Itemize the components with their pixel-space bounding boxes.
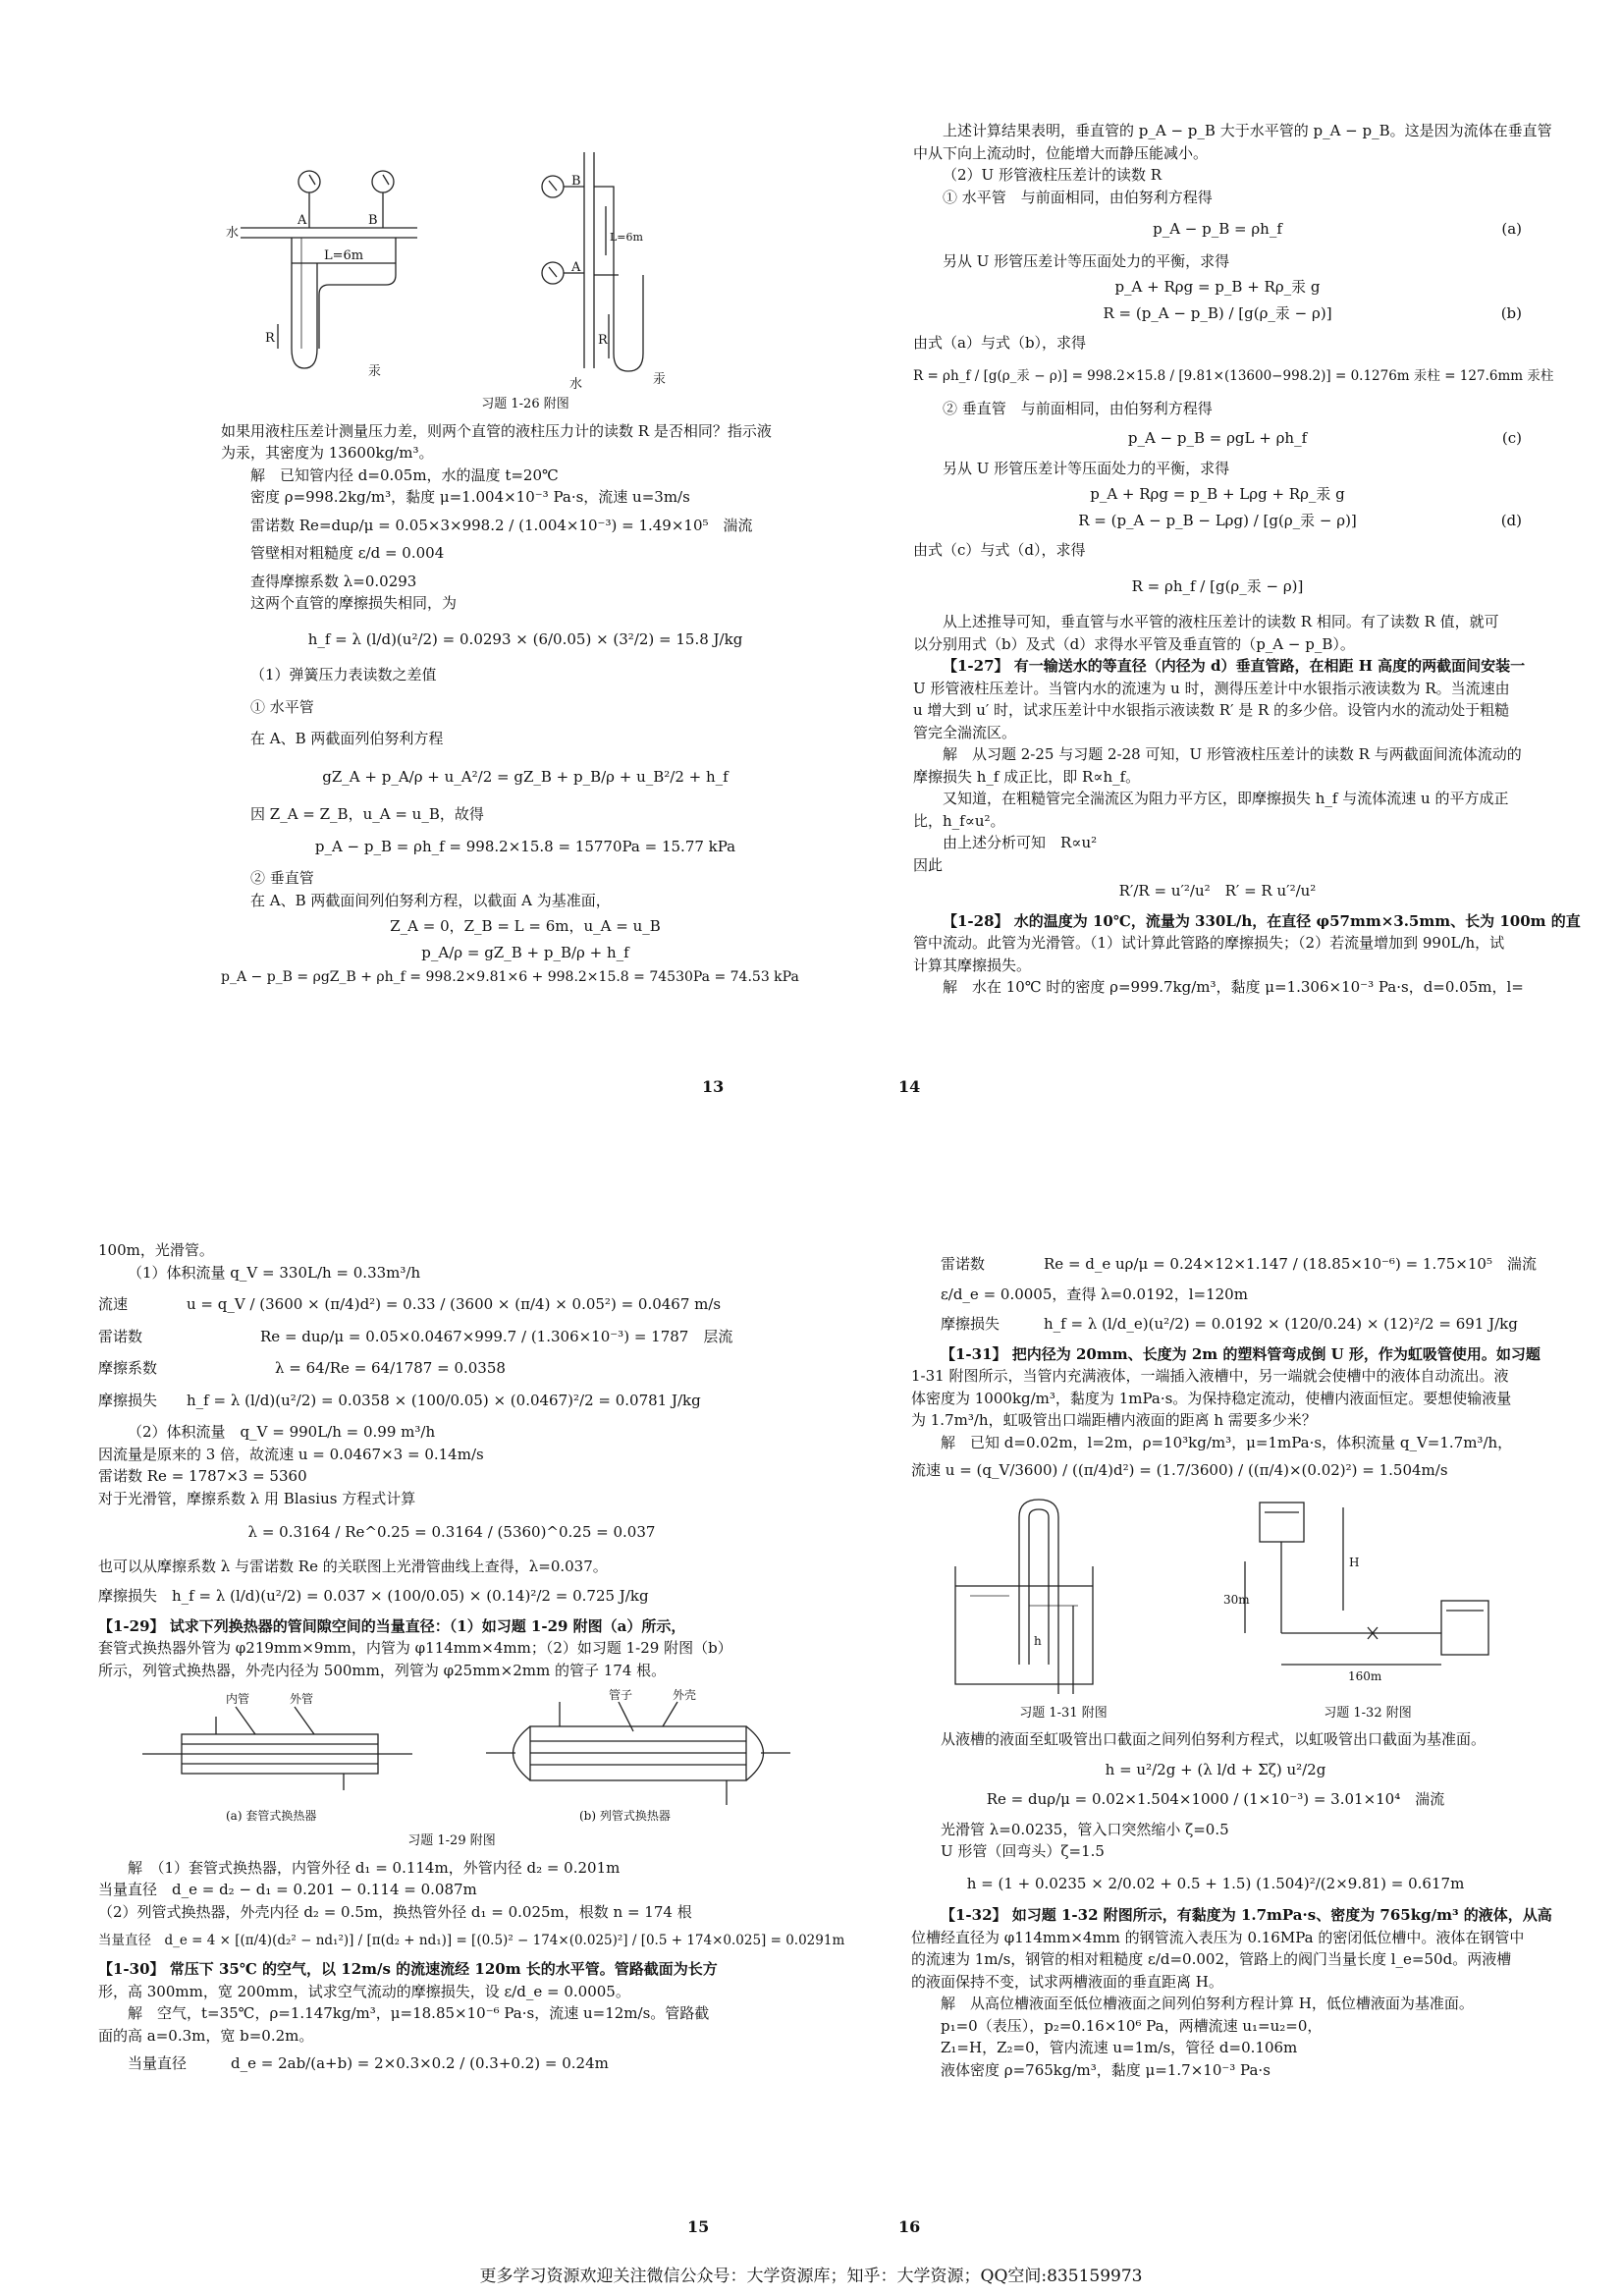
figure-captions (911, 1704, 1520, 1723)
text-line: （2）列管式换热器，外壳内径 d₂ = 0.5m，换热管外径 d₁ = 0.025m，根数 n = 174 根 (98, 1902, 692, 1921)
equation-tag: (a) (1501, 220, 1522, 238)
equation-text: R = (p_A − p_B) / [g(ρ_汞 − ρ)] (1103, 303, 1332, 322)
figure-caption: 习题 1-29 附图 (407, 1833, 496, 1848)
label-water-left: 水 (226, 226, 240, 241)
text-line: ② 垂直管 与前面相同，由伯努利方程得 (943, 399, 1213, 417)
text-line: 上述计算结果表明，垂直管的 p_A − p_B 大于水平管的 p_A − p_B。这是因为流体在垂直管 (943, 122, 1552, 139)
equation (913, 427, 1522, 450)
label-160m: 160m (1348, 1668, 1382, 1683)
text-line: 因流量是原来的 3 倍，故流速 u = 0.0467×3 = 0.14m/s (98, 1445, 484, 1463)
text-line: U 形管（回弯头）ζ=1.5 (941, 1842, 1105, 1860)
text-line: 解 已知管内径 d=0.05m，水的温度 t=20℃ (250, 465, 559, 484)
text-line: 1-31 附图所示，当管内充满液体，一端插入液槽中，另一端就会使槽中的液体自动流出。液 (911, 1367, 1509, 1385)
equation: λ = 0.3164 / Re^0.25 = 0.3164 / (5360)^0.25 = 0.037 (247, 1523, 656, 1541)
equation: 摩擦损失 h_f = λ (l/d)(u²/2) = 0.0358 × (100/0.05) × (0.0467)²/2 = 0.0781 J/kg (98, 1391, 701, 1409)
equation: h = (1 + 0.0235 × 2/0.02 + 0.5 + 1.5) (1.504)²/(2×9.81) = 0.617m (966, 1874, 1465, 1892)
equation: h = u²/2g + (λ l/d + Σζ) u²/2g (1105, 1760, 1326, 1778)
text-line: 这两个直管的摩擦损失相同，为 (250, 594, 458, 612)
figure-1-29 (98, 1687, 805, 1830)
label-A-right: A (571, 260, 581, 275)
label-30m: 30m (1223, 1592, 1250, 1607)
equation: 雷诺数 Re=duρ/μ = 0.05×3×998.2 / (1.004×10⁻³) = 1.49×10⁵ 湍流 (250, 516, 753, 534)
figure-caption: 习题 1-26 附图 (481, 397, 569, 411)
text-line: 解 水在 10℃ 时的密度 ρ=999.7kg/m³，黏度 μ=1.306×10⁻³ Pa·s，d=0.05m，l= (943, 978, 1524, 997)
text-line: 由式（a）与式（b），求得 (913, 334, 1087, 352)
text-line: 中从下向上流动时，位能增大而静压能减小。 (913, 143, 1209, 162)
equation: 流速 u = q_V / (3600 × (π/4)d²) = 0.33 / (3600 × (π/4) × 0.05²) = 0.0467 m/s (98, 1295, 722, 1313)
equation: 流速 u = (q_V/3600) / ((π/4)d²) = (1.7/3600) / ((π/4)×(0.02)²) = 1.504m/s (911, 1461, 1448, 1479)
equation: R′/R = u′²/u² R′ = R u′²/u² (1118, 882, 1317, 901)
label-outer-tube: 外管 (290, 1692, 314, 1706)
equation-tag: (c) (1501, 429, 1522, 448)
text-line: 从液槽的液面至虹吸管出口截面之间列伯努利方程式，以虹吸管出口截面为基准面。 (941, 1730, 1487, 1748)
equation: h_f = λ (l/d)(u²/2) = 0.0293 × (6/0.05) × (3²/2) = 15.8 J/kg (307, 629, 743, 648)
text-line: 由式（c）与式（d），求得 (913, 541, 1086, 560)
text-line: 管中流动。此管为光滑管。（1）试计算此管路的摩擦损失；（2）若流量增加到 990L/h，试 (913, 934, 1505, 953)
label-B-right: B (571, 174, 581, 189)
text-line: 100m，光滑管。 (98, 1241, 214, 1259)
text-line: u 增大到 u′ 时，试求压差计中水银指示液读数 R′ 是 R 的多少倍。设管内水的流动处于粗糙 (913, 701, 1510, 720)
text-line: 以分别用式（b）及式（d）求得水平管及垂直管的（p_A − p_B）。 (913, 634, 1355, 653)
figure-1-31-1-32 (911, 1488, 1520, 1704)
page-number: 15 (687, 2217, 710, 2236)
equation (913, 218, 1522, 241)
text-line: 为汞，其密度为 13600kg/m³。 (221, 444, 434, 462)
text-line: 解 （1）套管式换热器，内管外径 d₁ = 0.114m，外管内径 d₂ = 0.201m (128, 1858, 621, 1877)
equation: p_A − p_B = ρh_f = 998.2×15.8 = 15770Pa = 15.77 kPa (314, 837, 736, 855)
figure-caption: 习题 1-31 附图 (1019, 1705, 1108, 1721)
label-A-left: A (297, 213, 307, 228)
text-line: 为 1.7m³/h，虹吸管出口端距槽内液面的距离 h 需要多少米？ (911, 1411, 1317, 1429)
text-line: 密度 ρ=998.2kg/m³，黏度 μ=1.004×10⁻³ Pa·s，流速 u=3m/s (250, 488, 690, 506)
problem-heading: 【1-28】 水的温度为 10℃，流量为 330L/h，在直径 φ57mm×3.5mm、长为 100m 的直 (943, 911, 1581, 930)
text-line: 所示，列管式换热器，外壳内径为 500mm，列管为 φ25mm×2mm 的管子 174 根。 (98, 1661, 667, 1679)
equation-tag: (d) (1500, 511, 1522, 529)
label-R-left: R (265, 331, 275, 346)
text-line: 体密度为 1000kg/m³，黏度为 1mPa·s。为保持稳定流动，使槽内液面恒定。要想使输液量 (911, 1389, 1512, 1407)
label-B-left: B (368, 213, 378, 228)
label-R-right: R (598, 333, 608, 348)
label-L-right: L=6m (610, 231, 643, 244)
equation-text: R = (p_A − p_B − Lρg) / [g(ρ_汞 − ρ)] (1078, 511, 1357, 529)
page-number: 13 (702, 1077, 725, 1096)
problem-heading: 【1-27】 有一输送水的等直径（内径为 d）垂直管路，在相距 H 高度的两截面间安装一 (943, 657, 1526, 676)
manometer-diagram (221, 147, 830, 393)
equation: 摩擦损失 h_f = λ (l/d)(u²/2) = 0.037 × (100/0.05) × (0.14)²/2 = 0.725 J/kg (98, 1587, 649, 1605)
equation: p_A + Rρg = p_B + Rρ_汞 g (1114, 278, 1321, 296)
text-line: 又知道，在粗糙管完全湍流区为阻力平方区，即摩擦损失 h_f 与流体流速 u 的平方成正 (943, 790, 1509, 808)
text-line: p₁=0（表压），p₂=0.16×10⁶ Pa，两槽流速 u₁=u₂=0， (941, 2016, 1323, 2035)
text-line: U 形管液柱压差计。当管内水的流速为 u 时，测得压差计中水银指示液读数为 R。当流速由 (913, 679, 1510, 697)
equation: gZ_A + p_A/ρ + u_A²/2 = gZ_B + p_B/ρ + u_B²/2 + h_f (322, 767, 729, 786)
text-line: 因此 (913, 855, 944, 874)
page-14 (913, 120, 1581, 999)
label-shell: 外壳 (673, 1688, 697, 1702)
label-mercury-right: 汞 (653, 372, 667, 387)
text-line: ① 水平管 (250, 697, 314, 716)
text-line: 套管式换热器外管为 φ219mm×9mm，内管为 φ114mm×4mm；（2）如习题 1-29 附图（b） (98, 1639, 732, 1657)
equation: R = ρh_f / [g(ρ_汞 − ρ)] = 998.2×15.8 / [9.81×(13600−998.2)] = 0.1276m 汞柱 = 127.6mm 汞柱 (913, 367, 1554, 384)
text-line: 计算其摩擦损失。 (913, 956, 1032, 974)
text-line: 摩擦损失 h_f 成正比，即 R∝h_f。 (913, 767, 1141, 786)
text-line: 另从 U 形管压差计等压面处力的平衡，求得 (943, 251, 1230, 270)
text-line: 在 A、B 两截面间列伯努利方程，以截面 A 为基准面， (250, 891, 611, 909)
page-number: 14 (898, 1077, 921, 1096)
label-mercury-left: 汞 (368, 364, 382, 379)
text-line: 解 从高位槽液面至低位槽液面之间列伯努利方程计算 H，低位槽液面为基准面。 (941, 1995, 1474, 2012)
text-line: ε/d_e = 0.0005，查得 λ=0.0192，l=120m (941, 1285, 1248, 1303)
text-line: 另从 U 形管压差计等压面处力的平衡，求得 (943, 459, 1230, 477)
equation: R = ρh_f / [g(ρ_汞 − ρ)] (1131, 576, 1304, 595)
text-line: 对于光滑管，摩擦系数 λ 用 Blasius 方程式计算 (98, 1489, 416, 1507)
equation-text: p_A − p_B = ρgL + ρh_f (1127, 429, 1308, 448)
label-tubes: 管子 (609, 1688, 633, 1702)
label-L-left: L=6m (324, 248, 364, 263)
text-line: 因 Z_A = Z_B，u_A = u_B，故得 (250, 805, 484, 823)
text-line: 面的高 a=0.3m，宽 b=0.2m。 (98, 2026, 314, 2045)
label-H: H (1349, 1555, 1360, 1569)
text-line: 液体密度 ρ=765kg/m³，黏度 μ=1.7×10⁻³ Pa·s (941, 2060, 1271, 2079)
equation-tag: (b) (1500, 303, 1522, 322)
problem-heading: 【1-32】 如习题 1-32 附图所示，有黏度为 1.7mPa·s、密度为 765kg/m³ 的液体，从高 (941, 1906, 1552, 1924)
page-number: 16 (898, 2217, 921, 2236)
equation: 当量直径 d_e = 4 × [(π/4)(d₂² − nd₁²)] / [π(d₂ + nd₁)] = [(0.5)² − 174×(0.025)²] / [0.5 + 174×0.025] = 0.0291m (98, 1933, 845, 1948)
problem-heading: 【1-29】 试求下列换热器的管间隙空间的当量直径：（1）如习题 1-29 附图（a）所示， (98, 1616, 686, 1635)
text-line: 管完全湍流区。 (913, 723, 1017, 741)
heat-exchanger-diagram (98, 1687, 805, 1830)
page-16 (911, 1245, 1552, 2081)
equation-text: p_A − p_B = ρh_f (1153, 220, 1282, 238)
label-sub-b: (b) 列管式换热器 (579, 1809, 671, 1823)
equation (913, 510, 1522, 532)
text-line: （1）体积流量 q_V = 330L/h = 0.33m³/h (128, 1263, 421, 1282)
text-line: 由上述分析可知 R∝u² (943, 834, 1098, 852)
equation: p_A − p_B = ρgZ_B + ρh_f = 998.2×9.81×6 + 998.2×15.8 = 74530Pa = 74.53 kPa (221, 969, 799, 985)
footer-notice: 更多学习资源欢迎关注微信公众号：大学资源库；知乎：大学资源；QQ空间:835159973 (479, 2267, 1143, 2286)
figure-1-26 (221, 147, 830, 393)
equation: 当量直径 d_e = 2ab/(a+b) = 2×0.3×0.2 / (0.3+0.2) = 0.24m (128, 2054, 609, 2073)
text-line: 也可以从摩擦系数 λ 与雷诺数 Re 的关联图上光滑管曲线上查得，λ=0.037。 (98, 1557, 608, 1575)
equation: Z_A = 0，Z_B = L = 6m，u_A = u_B (390, 917, 661, 935)
equation: p_A/ρ = gZ_B + p_B/ρ + h_f (421, 943, 629, 961)
problem-heading: 【1-31】 把内径为 20mm、长度为 2m 的塑料管弯成倒 U 形，作为虹吸管使用。如习题 (941, 1344, 1541, 1363)
text-line: （1）弹簧压力表读数之差值 (250, 666, 437, 683)
label-inner-tube: 内管 (226, 1692, 250, 1706)
text-line: 形，高 300mm，宽 200mm，试求空气流动的摩擦损失，设 ε/d_e = 0.0005。 (98, 1982, 630, 2000)
text-line: 解 从习题 2-25 与习题 2-28 可知，U 形管液柱压差计的读数 R 与两截面间流体流动的 (943, 745, 1522, 764)
page-15 (98, 1239, 845, 2075)
text-line: （2）U 形管液柱压差计的读数 R (943, 166, 1162, 184)
label-sub-a: (a) 套管式换热器 (226, 1809, 317, 1823)
text-line: Z₁=H，Z₂=0，管内流速 u=1m/s，管径 d=0.106m (941, 2039, 1298, 2056)
equation: 雷诺数 Re = duρ/μ = 0.05×0.0467×999.7 / (1.306×10⁻³) = 1787 层流 (98, 1327, 733, 1345)
text-line: 在 A、B 两截面列伯努利方程 (250, 730, 444, 747)
text-line: ② 垂直管 (250, 869, 314, 887)
label-h: h (1034, 1633, 1042, 1648)
equation: 摩擦损失 h_f = λ (l/d_e)(u²/2) = 0.0192 × (120/0.24) × (12)²/2 = 691 J/kg (941, 1315, 1518, 1333)
equation: p_A + Rρg = p_B + Lρg + Rρ_汞 g (1090, 485, 1345, 504)
text-line: （2）体积流量 q_V = 990L/h = 0.99 m³/h (128, 1423, 436, 1441)
text-line: ① 水平管 与前面相同，由伯努利方程得 (943, 188, 1213, 206)
equation: 雷诺数 Re = d_e uρ/μ = 0.24×12×1.147 / (18.85×10⁻⁶) = 1.75×10⁵ 湍流 (941, 1255, 1537, 1273)
text-line: 查得摩擦系数 λ=0.0293 (250, 572, 417, 590)
text-line: 的流速为 1m/s，钢管的相对粗糙度 ε/d=0.002，管路上的阀门当量长度 l_e=50d。两液槽 (911, 1950, 1512, 1968)
text-line: 从上述推导可知，垂直管与水平管的液柱压差计的读数 R 相同。有了读数 R 值，就可 (943, 613, 1499, 631)
label-water-right: 水 (569, 377, 583, 392)
equation: Re = duρ/μ = 0.02×1.504×1000 / (1×10⁻³) = 3.01×10⁴ 湍流 (986, 1790, 1445, 1808)
text-line: 雷诺数 Re = 1787×3 = 5360 (98, 1467, 307, 1485)
siphon-and-tank-diagrams (911, 1488, 1520, 1704)
text-line: 位槽经直径为 φ114mm×4mm 的钢管流入表压为 0.16MPa 的密闭低位槽中。液体在钢管中 (911, 1928, 1525, 1946)
equation (913, 302, 1522, 325)
page-13 (221, 147, 830, 988)
text-line: 管壁相对粗糙度 ε/d = 0.004 (250, 544, 445, 562)
text-line: 解 空气，t=35℃，ρ=1.147kg/m³，μ=18.85×10⁻⁶ Pa·s，流速 u=12m/s。管路截 (128, 2004, 710, 2023)
text-line: 当量直径 d_e = d₂ − d₁ = 0.201 − 0.114 = 0.087m (98, 1881, 477, 1898)
equation: 摩擦系数 λ = 64/Re = 64/1787 = 0.0358 (98, 1359, 506, 1377)
text-line: 解 已知 d=0.02m，l=2m，ρ=10³kg/m³，μ=1mPa·s，体积流量 q_V=1.7m³/h， (941, 1433, 1513, 1451)
text-line: 如果用液柱压差计测量压力差，则两个直管的液柱压力计的读数 R 是否相同？指示液 (221, 421, 772, 440)
figure-caption: 习题 1-32 附图 (1324, 1705, 1412, 1721)
text-line: 光滑管 λ=0.0235，管入口突然缩小 ζ=0.5 (941, 1820, 1229, 1838)
text-line: 比，h_f∝u²。 (913, 811, 1005, 830)
text-line: 的液面保持不变，试求两槽液面的垂直距离 H。 (911, 1972, 1223, 1991)
problem-heading: 【1-30】 常压下 35℃ 的空气，以 12m/s 的流速流经 120m 长的水平管。管路截面为长方 (98, 1960, 718, 1979)
